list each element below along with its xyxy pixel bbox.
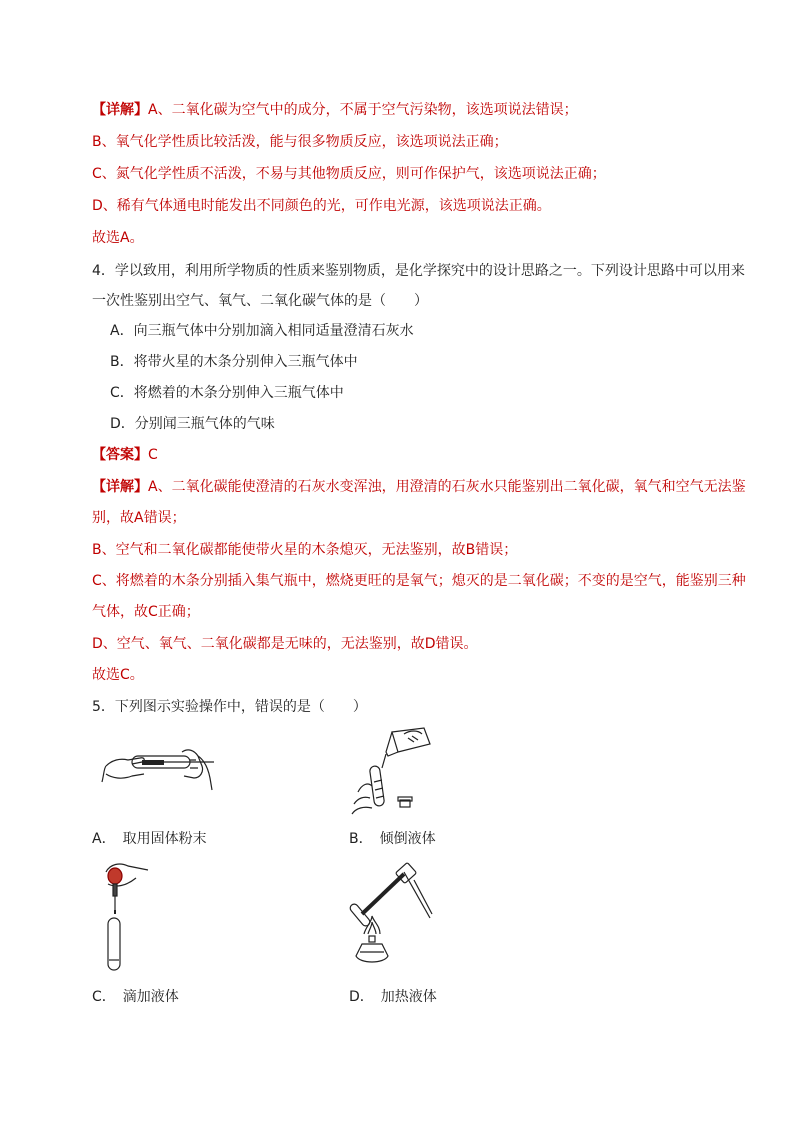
q4-detail-a-text: A、二氧化碳能使澄清的石灰水变浑浊，用澄清的石灰水只能鉴别出二氧化碳，氧气和空气无法鉴 bbox=[148, 479, 746, 495]
figure-b-pouring-liquid bbox=[348, 724, 438, 816]
detail-tag: 【详解】 bbox=[92, 479, 148, 495]
answer-tag: 【答案】 bbox=[92, 447, 148, 463]
figure-a-solid-powder bbox=[98, 738, 218, 798]
q4-detail-d: D、空气、氧气、二氧化碳都是无味的，无法鉴别，故D错误。 bbox=[92, 636, 478, 652]
q4-conclusion: 故选C。 bbox=[92, 667, 144, 683]
q3-detail-c: C、氮气化学性质不活泼，不易与其他物质反应，则可作保护气，该选项说法正确； bbox=[92, 166, 606, 182]
q4-detail-a-line-2: 别，故A错误； bbox=[92, 510, 186, 526]
q5-stem: 5．下列图示实验操作中，错误的是（ ） bbox=[92, 699, 367, 715]
q4-detail-a-line-1 bbox=[92, 477, 746, 497]
q4-stem-line-2: 一次性鉴别出空气、氧气、二氧化碳气体的是（ ） bbox=[92, 293, 428, 309]
answer-value: C bbox=[148, 447, 158, 463]
q3-detail-a bbox=[92, 100, 578, 120]
q4-detail-c-line-1: C、将燃着的木条分别插入集气瓶中，燃烧更旺的是氧气；熄灭的是二氧化碳；不变的是空气，能鉴别三种 bbox=[92, 573, 746, 589]
figure-c-caption: C． 滴加液体 bbox=[92, 989, 179, 1005]
figure-b-caption: B． 倾倒液体 bbox=[349, 831, 436, 847]
q4-option-b: B．将带火星的木条分别伸入三瓶气体中 bbox=[110, 354, 358, 370]
q4-option-a: A．向三瓶气体中分别加滴入相同适量澄清石灰水 bbox=[110, 323, 414, 339]
q3-detail-d: D、稀有气体通电时能发出不同颜色的光，可作电光源，该选项说法正确。 bbox=[92, 198, 551, 214]
figure-a-caption: A． 取用固体粉末 bbox=[92, 831, 207, 847]
q3-conclusion: 故选A。 bbox=[92, 230, 144, 246]
q4-option-d: D．分别闻三瓶气体的气味 bbox=[110, 416, 275, 432]
figure-d-heating-liquid bbox=[342, 856, 440, 968]
q4-detail-b: B、空气和二氧化碳都能使带火星的木条熄灭，无法鉴别，故B错误； bbox=[92, 542, 518, 558]
figure-d-caption: D． 加热液体 bbox=[349, 989, 437, 1005]
q4-option-c: C．将燃着的木条分别伸入三瓶气体中 bbox=[110, 385, 344, 401]
q4-stem-line-1: 4．学以致用，利用所学物质的性质来鉴别物质，是化学探究中的设计思路之一。下列设计思路中可以用来 bbox=[92, 263, 745, 279]
q4-answer bbox=[92, 445, 158, 465]
q3-detail-a-text: A、二氧化碳为空气中的成分，不属于空气污染物，该选项说法错误； bbox=[148, 102, 578, 118]
figure-c-dropping-liquid bbox=[98, 860, 158, 975]
q4-detail-c-line-2: 气体，故C正确； bbox=[92, 604, 200, 620]
detail-tag: 【详解】 bbox=[92, 102, 148, 118]
q3-detail-b: B、氧气化学性质比较活泼，能与很多物质反应，该选项说法正确； bbox=[92, 134, 508, 150]
